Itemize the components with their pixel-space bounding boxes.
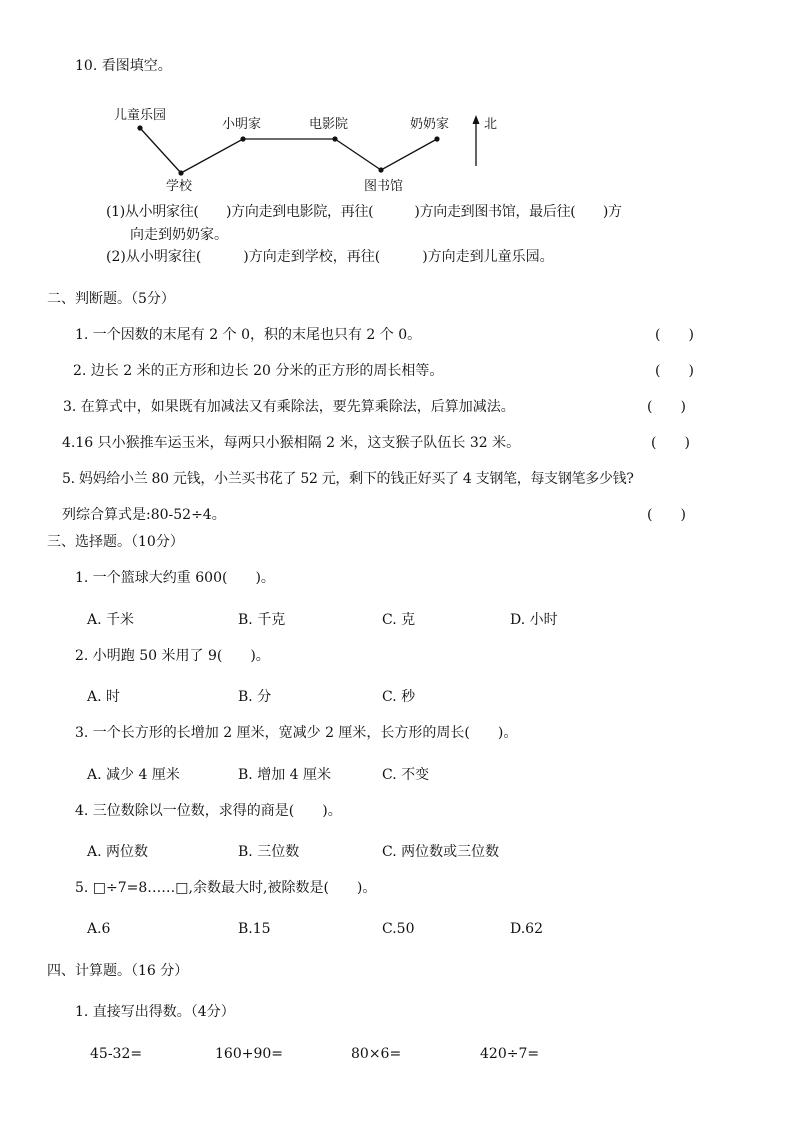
choice-q2-option-a[interactable]: A. 时	[87, 689, 121, 705]
answer-paren[interactable]: ( )	[647, 399, 686, 415]
judge-item-5: 5. 妈妈给小兰 80 元钱，小兰买书花了 52 元，剩下的钱正好买了 4 支钢笔，每支钢笔多少钱?	[62, 471, 634, 487]
choice-q1-option-c[interactable]: C. 克	[382, 612, 416, 628]
q10-sub1-line2: 向走到奶奶家。	[130, 227, 228, 243]
judge-item-1: 1. 一个因数的末尾有 2 个 0，积的末尾也只有 2 个 0。	[75, 327, 422, 343]
point-grandma-home	[434, 136, 439, 141]
label-library: 图书馆	[364, 179, 404, 194]
choice-q5-option-b[interactable]: B.15	[238, 921, 271, 937]
choice-q2-option-c[interactable]: C. 秒	[382, 689, 416, 705]
calc-sub1: 1. 直接写出得数。（4分）	[75, 1004, 235, 1020]
judge-item-2: 2. 边长 2 米的正方形和边长 20 分米的正方形的周长相等。	[73, 363, 444, 379]
answer-paren[interactable]: ( )	[647, 507, 686, 523]
q10-title: 10. 看图填空。	[75, 58, 172, 74]
q10-sub2: (2)从小明家往( )方向走到学校，再往( )方向走到儿童乐园。	[106, 249, 554, 265]
choice-q3-option-c[interactable]: C. 不变	[382, 767, 430, 783]
label-grandma-home: 奶奶家	[410, 117, 450, 132]
choice-q1-option-b[interactable]: B. 千克	[238, 612, 286, 628]
label-school: 学校	[166, 179, 193, 194]
map-diagram	[0, 0, 793, 260]
answer-paren[interactable]: ( )	[651, 435, 690, 451]
judge-item-3: 3. 在算式中，如果既有加减法又有乘除法，要先算乘除法，后算加减法。	[63, 399, 515, 415]
answer-paren[interactable]: ( )	[655, 327, 694, 343]
choice-q5-option-c[interactable]: C.50	[382, 921, 415, 937]
point-school	[178, 170, 183, 175]
judge-item-5-line2: 列综合算式是:80-52÷4。	[62, 507, 226, 523]
calc-expr-4: 420÷7=	[480, 1046, 540, 1062]
choice-q4-option-a[interactable]: A. 两位数	[87, 844, 149, 860]
choice-q1-option-a[interactable]: A. 千米	[87, 612, 135, 628]
label-children-park: 儿童乐园	[114, 108, 167, 123]
choice-q1-option-d[interactable]: D. 小时	[510, 612, 558, 628]
choice-q5: 5. □÷7=8……□,余数最大时,被除数是( )。	[75, 880, 377, 896]
point-xiaoming-home	[240, 136, 245, 141]
judge-item-4: 4.16 只小猴推车运玉米，每两只小猴相隔 2 米，这支猴子队伍长 32 米。	[62, 435, 521, 451]
point-library	[378, 167, 383, 172]
choice-q1: 1. 一个篮球大约重 600( )。	[75, 570, 275, 586]
label-xiaoming-home: 小明家	[222, 117, 262, 132]
section4-heading: 四、计算题。（16 分）	[47, 963, 189, 979]
calc-expr-1: 45-32=	[90, 1046, 143, 1062]
section3-heading: 三、选择题。（10分）	[47, 534, 184, 550]
label-cinema: 电影院	[309, 117, 349, 132]
choice-q4: 4. 三位数除以一位数，求得的商是( )。	[75, 803, 342, 819]
q10-sub1-line1: (1)从小明家往( )方向走到电影院，再往( )方向走到图书馆，最后往( )方	[106, 204, 622, 220]
choice-q3-option-b[interactable]: B. 增加 4 厘米	[238, 767, 331, 783]
choice-q3: 3. 一个长方形的长增加 2 厘米，宽减少 2 厘米，长方形的周长( )。	[75, 725, 518, 741]
answer-paren[interactable]: ( )	[655, 363, 694, 379]
point-children-park	[137, 125, 142, 130]
choice-q5-option-a[interactable]: A.6	[87, 921, 111, 937]
choice-q2: 2. 小明跑 50 米用了 9( )。	[75, 648, 270, 664]
section2-heading: 二、判断题。（5分）	[47, 291, 175, 307]
choice-q3-option-a[interactable]: A. 减少 4 厘米	[87, 767, 180, 783]
choice-q2-option-b[interactable]: B. 分	[238, 689, 272, 705]
route-line	[140, 128, 437, 173]
choice-q5-option-d[interactable]: D.62	[510, 921, 543, 937]
calc-expr-3: 80×6=	[351, 1046, 402, 1062]
calc-expr-2: 160+90=	[215, 1046, 283, 1062]
choice-q4-option-b[interactable]: B. 三位数	[238, 844, 300, 860]
north-arrow-icon	[473, 115, 480, 166]
label-north: 北	[484, 117, 498, 132]
point-cinema	[332, 136, 337, 141]
choice-q4-option-c[interactable]: C. 两位数或三位数	[382, 844, 500, 860]
